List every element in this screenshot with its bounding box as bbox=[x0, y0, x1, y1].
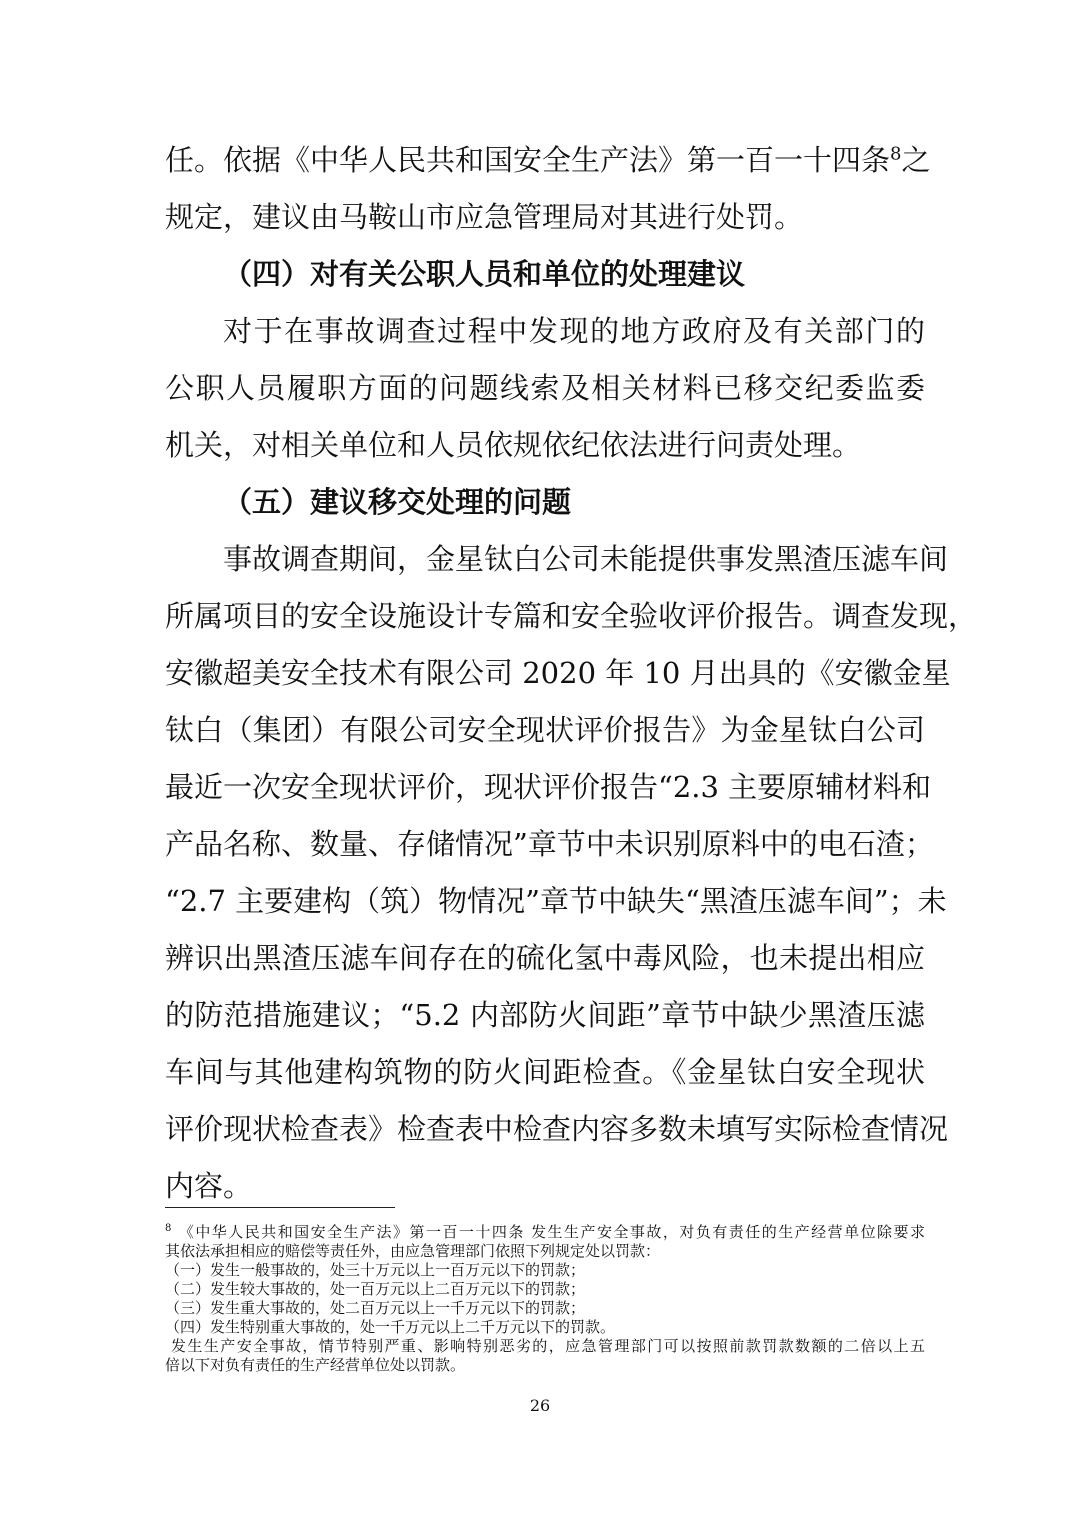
footnote-marker: 8 bbox=[165, 1223, 172, 1234]
footnote-line: （四）发生特别重大事故的，处一千万元以上二千万元以下的罚款。 bbox=[165, 1318, 616, 1336]
body-line: 产品名称、数量、存储情况”章节中未识别原料中的电石渣； bbox=[165, 827, 934, 861]
body-line: 辨识出黑渣压滤车间存在的硫化氢中毒风险，也未提出相应 bbox=[165, 941, 925, 975]
footnote-line: 发生生产安全事故，情节特别严重、影响特别恶劣的，应急管理部门可以按照前款罚款数额的二倍以上五 bbox=[171, 1337, 925, 1355]
footnote-reference[interactable]: 8 bbox=[890, 143, 902, 165]
body-line: 车间与其他建构筑物的防火间距检查。《金星钛白安全现状 bbox=[165, 1055, 925, 1089]
section-heading: （五）建议移交处理的问题 bbox=[223, 485, 572, 519]
body-line: 对于在事故调查过程中发现的地方政府及有关部门的 bbox=[223, 314, 925, 348]
footnote-line: $^8$ 《中华人民共和国安全生产法》第一百一十四条 发生生产安全事故，对负有责任的生产经营单位除要求 bbox=[165, 1223, 925, 1241]
footnote-line: （一）发生一般事故的，处三十万元以上一百万元以下的罚款； bbox=[165, 1261, 586, 1279]
footnote-line: （三）发生重大事故的，处二百万元以上一千万元以下的罚款； bbox=[165, 1299, 586, 1317]
body-line: 机关，对相关单位和人员依规依纪依法进行问责处理。 bbox=[165, 428, 862, 462]
body-line: 任。依据《中华人民共和国安全生产法》第一百一十四条$^8$之 bbox=[165, 143, 931, 177]
body-line: 公职人员履职方面的问题线索及相关材料已移交纪委监委 bbox=[165, 371, 925, 405]
footnote-line: 倍以下对负有责任的生产经营单位处以罚款。 bbox=[165, 1356, 466, 1374]
footnote-separator bbox=[165, 1207, 395, 1208]
body-line: 安徽超美安全技术有限公司 2020 年 10 月出具的《安徽金星 bbox=[165, 656, 951, 690]
body-line: 的防范措施建议；“5.2 内部防火间距”章节中缺少黑渣压滤 bbox=[165, 998, 925, 1032]
body-line: 事故调查期间，金星钛白公司未能提供事发黑渣压滤车间 bbox=[223, 542, 949, 576]
body-line: 评价现状检查表》检查表中检查内容多数未填写实际检查情况 bbox=[165, 1112, 949, 1146]
body-line: “2.7 主要建构（筑）物情况”章节中缺失“黑渣压滤车间”；未 bbox=[165, 884, 947, 918]
body-line: 内容。 bbox=[165, 1169, 253, 1203]
section-heading: （四）对有关公职人员和单位的处理建议 bbox=[223, 257, 746, 291]
body-line: 所属项目的安全设施设计专篇和安全验收评价报告。调查发现， bbox=[165, 599, 978, 633]
page-number: 26 bbox=[529, 1396, 551, 1415]
body-line: 规定，建议由马鞍山市应急管理局对其进行处罚。 bbox=[165, 200, 804, 234]
body-line: 最近一次安全现状评价，现状评价报告“2.3 主要原辅材料和 bbox=[165, 770, 932, 804]
footnote-line: （二）发生较大事故的，处一百万元以上二百万元以下的罚款； bbox=[165, 1280, 586, 1298]
body-line: 钛白（集团）有限公司安全现状评价报告》为金星钛白公司 bbox=[165, 713, 925, 747]
footnote-line: 其依法承担相应的赔偿等责任外，由应急管理部门依照下列规定处以罚款： bbox=[165, 1242, 661, 1260]
